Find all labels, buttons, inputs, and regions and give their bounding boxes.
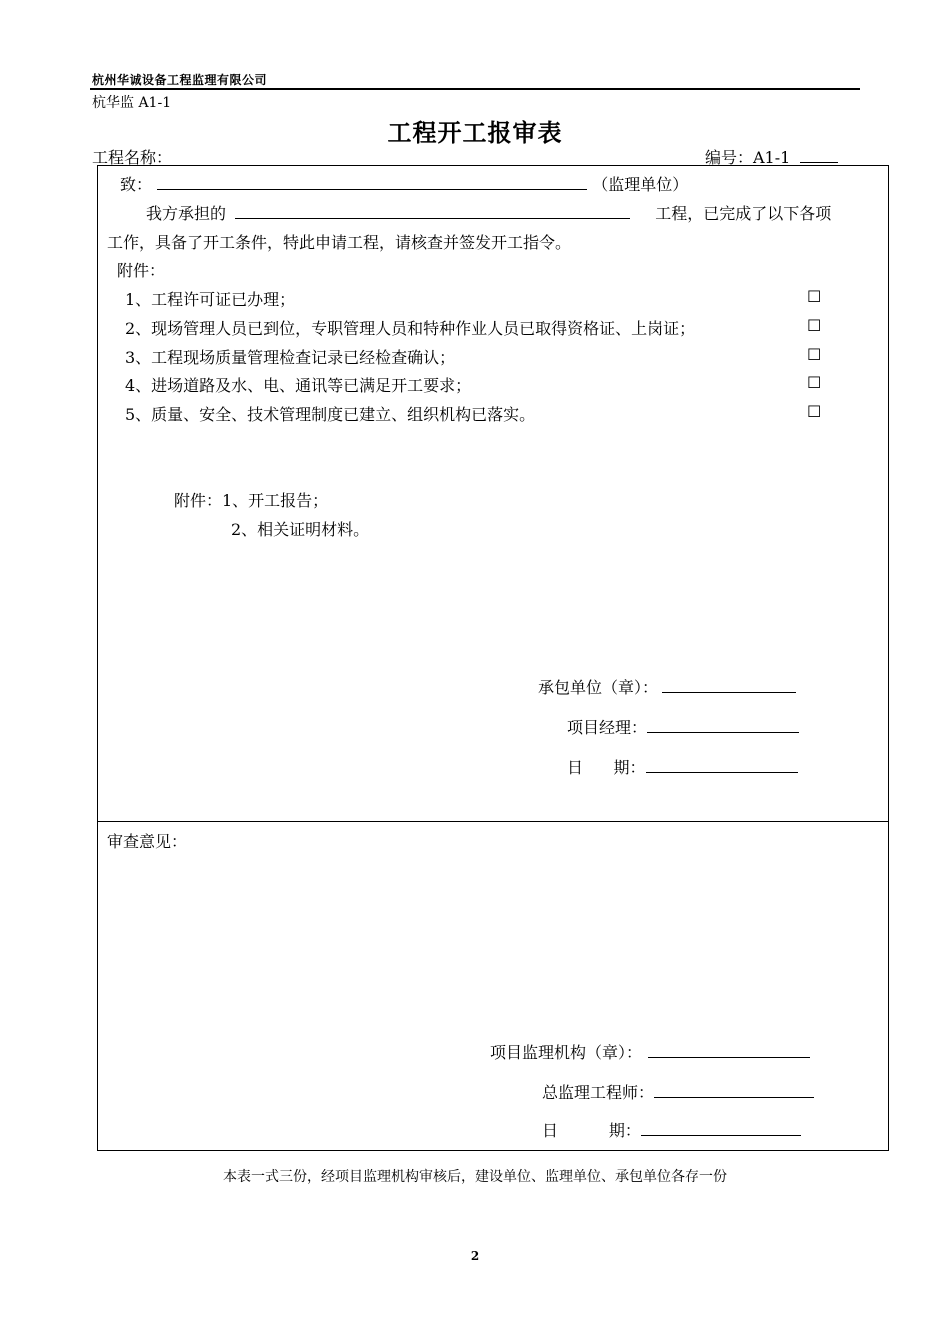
attachment-proof: 2、相关证明材料。 [231,520,370,539]
app-date-line [567,755,798,778]
app-date-label: 日 期： [567,758,646,777]
to-line [120,172,688,195]
undertake-suffix: 工程，已完成了以下各项 [655,204,832,223]
checklist-item-3: 3、工程现场质量管理检查记录已经检查确认； [125,348,456,367]
checkbox-item-2[interactable]: ☐ [807,316,822,335]
supervisor-unit-field[interactable] [157,173,587,190]
supervisor-org-label: 项目监理机构（章）： [490,1043,643,1062]
form-number: 杭华监 A1-1 [92,95,172,111]
chief-engineer-line [542,1080,814,1103]
contractor-seal-field[interactable] [662,676,796,693]
serial-blank[interactable] [800,148,838,163]
contractor-label: 承包单位（章）： [538,678,659,697]
checklist-item-4: 4、进场道路及水、电、通讯等已满足开工要求； [125,376,472,395]
checkbox-item-4[interactable]: ☐ [807,373,822,392]
form-table [97,165,889,1151]
app-date-field[interactable] [646,756,798,773]
supervisor-org-line [490,1040,810,1063]
section-divider [97,821,889,822]
checklist-item-5: 5、质量、安全、技术管理制度已建立、组织机构已落实。 [125,405,536,424]
attachment-report: 附件：1、开工报告； [174,491,329,510]
header-rule [90,88,860,90]
undertake-prefix: 我方承担的 [146,204,227,223]
pm-label: 项目经理： [567,718,648,737]
project-name-label: 工程名称： [92,148,173,167]
checkbox-item-1[interactable]: ☐ [807,287,822,306]
supervisor-org-seal-field[interactable] [648,1041,810,1058]
pm-signature-field[interactable] [647,716,799,733]
supervisor-suffix: （监理单位） [592,175,689,194]
company-name: 杭州华诚设备工程监理有限公司 [92,73,268,87]
review-date-label: 日 期： [542,1121,641,1140]
undertake-line [146,201,831,224]
footer-note: 本表一式三份，经项目监理机构审核后，建设单位、监理单位、承包单位各存一份 [223,1169,727,1185]
review-date-line [542,1118,801,1141]
form-title: 工程开工报审表 [387,118,563,147]
checkbox-item-3[interactable]: ☐ [807,345,822,364]
pm-sign-line [567,715,799,738]
serial-label: 编号：A1-1 [705,148,791,167]
to-label: 致： [120,175,153,194]
attachment-heading: 附件： [117,261,166,280]
checklist-item-1: 1、工程许可证已办理； [125,290,296,309]
contractor-sign-line [538,675,796,698]
checklist-item-2: 2、现场管理人员已到位，专职管理人员和特种作业人员已取得资格证、上岗证； [125,319,696,338]
review-date-field[interactable] [641,1119,801,1136]
chief-engineer-signature-field[interactable] [654,1081,814,1098]
review-opinion-label: 审查意见： [107,832,188,851]
project-field[interactable] [235,202,630,219]
page-number: 2 [470,1249,480,1263]
chief-engineer-label: 总监理工程师： [542,1083,655,1102]
conditions-line: 工作，具备了开工条件，特此申请工程，请核查并签发开工指令。 [107,233,572,252]
checkbox-item-5[interactable]: ☐ [807,402,822,421]
